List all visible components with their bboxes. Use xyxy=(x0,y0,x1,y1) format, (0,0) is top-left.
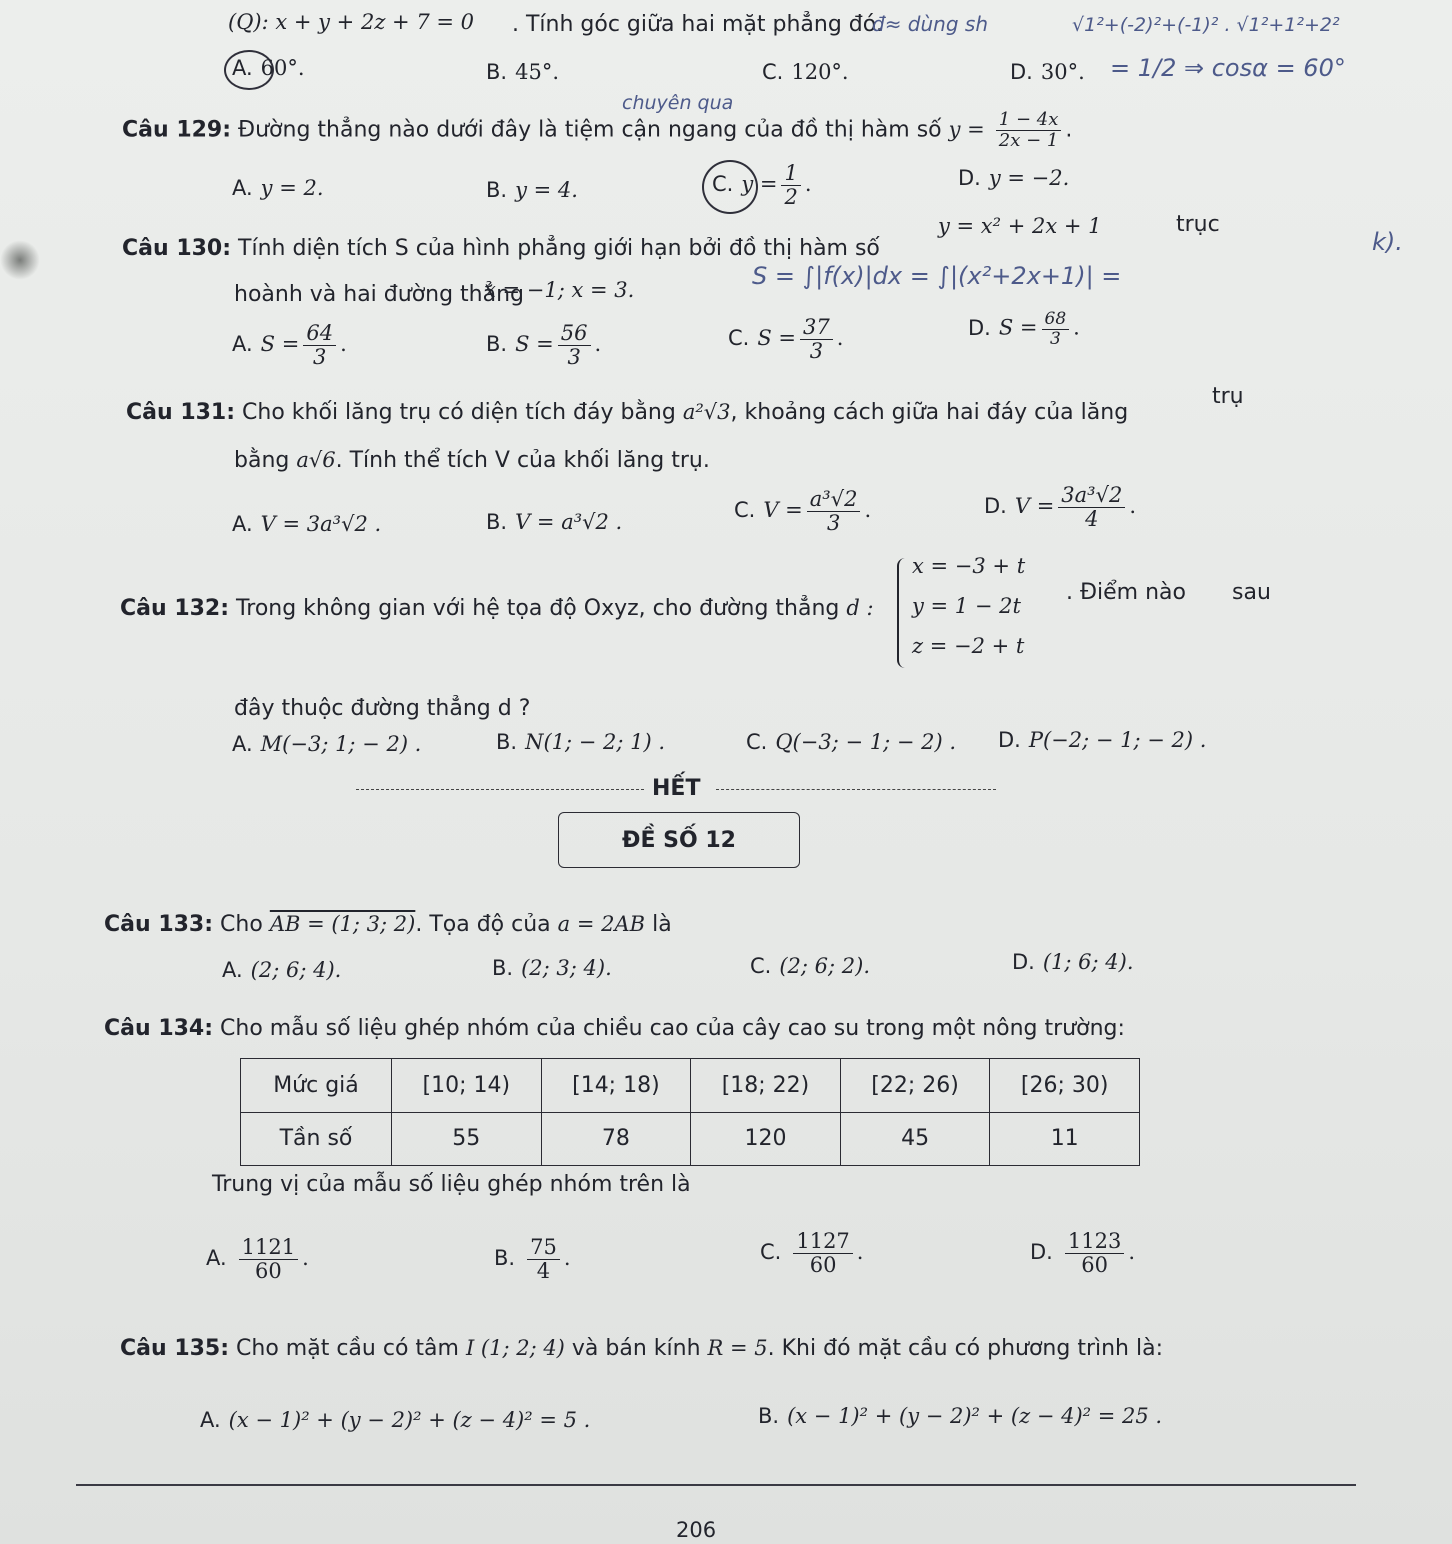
handwriting-q129: chuyên qua xyxy=(622,92,734,114)
het-label: HẾT xyxy=(652,776,701,801)
q133-option-a: A. (2; 6; 4). xyxy=(222,958,342,982)
q130-option-c: C. S = $\frac{37}{3}$ . xyxy=(728,315,844,364)
table-cell: 120 xyxy=(691,1112,841,1166)
table-cell: [18; 22) xyxy=(691,1059,841,1113)
table-cell: 11 xyxy=(990,1112,1140,1166)
handwriting-integral: S = ∫|f(x)|dx = ∫|(x²+2x+1)| = xyxy=(752,262,1122,290)
q131-option-d: D. V = $\frac{\text{3a³√2}}{4}$ . xyxy=(984,483,1137,532)
top-question-text: . Tính góc giữa hai mặt phẳng đó. xyxy=(512,12,883,37)
table-cell: 78 xyxy=(541,1112,691,1166)
q132-text-end: sau xyxy=(1232,580,1271,605)
table-header-groups: Mức giá xyxy=(241,1059,392,1113)
handwriting-answer: = 1/2 ⇒ cosα = 60° xyxy=(1110,54,1346,82)
q131-option-b: B. V = a³√2 . xyxy=(486,510,623,534)
q129-option-d: D. y = −2. xyxy=(958,166,1070,190)
q132-option-c: C. Q(−3; − 1; − 2) . xyxy=(746,730,957,754)
top-option-c: C. 120°. xyxy=(762,60,849,84)
q132-eq-y: y = 1 − 2t xyxy=(912,594,1021,618)
page-number: 206 xyxy=(676,1518,717,1542)
top-option-b: B. 45°. xyxy=(486,60,559,84)
q134-option-b: B. $\frac{75}{4}$ . xyxy=(494,1235,571,1284)
q131-option-c: C. V = $\frac{\text{a³√2}}{3}$ . xyxy=(734,487,872,536)
q134-text: Câu 134: Cho mẫu số liệu ghép nhóm của chiều cao của cây cao su trong một nông trường: xyxy=(104,1016,1125,1041)
exam-number-label: ĐỀ SỐ 12 xyxy=(622,827,736,853)
q130-option-d: D. S = $\frac{68}{3}$ . xyxy=(968,309,1080,349)
handwriting-k: k). xyxy=(1372,228,1403,256)
q130-text-line1: Câu 130: Tính diện tích S của hình phẳng giới hạn bởi đồ thị hàm số xyxy=(122,236,880,261)
plane-q-equation: (Q): x + y + 2z + 7 = 0 xyxy=(228,10,474,34)
q134-option-a: A. $\frac{1121}{60}$ . xyxy=(206,1235,309,1284)
q134-option-c: C. $\frac{1127}{60}$ . xyxy=(760,1229,864,1278)
q134-question: Trung vị của mẫu số liệu ghép nhóm trên là xyxy=(212,1172,691,1197)
q130-function: y = x² + 2x + 1 xyxy=(938,214,1102,238)
het-divider-right xyxy=(716,789,996,790)
q130-lines: x = −1; x = 3. xyxy=(484,278,635,302)
q134-option-d: D. $\frac{1123}{60}$ . xyxy=(1030,1229,1135,1278)
q131-text-line1: Câu 131: Cho khối lăng trụ có diện tích đáy bằng a²√3, khoảng cách giữa hai đáy của lăng xyxy=(126,400,1129,425)
table-cell: 45 xyxy=(840,1112,990,1166)
q135-option-a: A. (x − 1)² + (y − 2)² + (z − 4)² = 5 . xyxy=(200,1408,591,1432)
q130-text-line2: hoành và hai đường thẳng xyxy=(234,282,525,307)
q133-option-b: B. (2; 3; 4). xyxy=(492,956,612,980)
q129-option-b: B. y = 4. xyxy=(486,178,578,202)
table-cell: [10; 14) xyxy=(392,1059,542,1113)
q132-option-b: B. N(1; − 2; 1) . xyxy=(496,730,666,754)
q131-option-a: A. V = 3a³√2 . xyxy=(232,512,382,536)
q133-option-d: D. (1; 6; 4). xyxy=(1012,950,1134,974)
q133-option-c: C. (2; 6; 2). xyxy=(750,954,870,978)
q130-text-end: trục xyxy=(1176,212,1220,237)
het-divider-left xyxy=(356,789,644,790)
top-option-d: D. 30°. xyxy=(1010,60,1085,84)
table-cell: [26; 30) xyxy=(990,1059,1140,1113)
handwriting-formula: √1²+(-2)²+(-1)² . √1²+1²+2² xyxy=(1072,14,1340,36)
q131-text-line2: bằng a√6. Tính thể tích V của khối lăng trụ. xyxy=(234,448,710,473)
q129-option-a: A. y = 2. xyxy=(232,176,324,200)
q129-option-c: C. y = $\frac{1}{2}$ . xyxy=(712,161,812,210)
q132-text-line2: đây thuộc đường thẳng d ? xyxy=(234,696,531,721)
system-brace xyxy=(897,558,909,668)
table-cell: [22; 26) xyxy=(840,1059,990,1113)
page-shadow xyxy=(0,240,40,280)
q133-text: Câu 133: Cho AB = (1; 3; 2). Tọa độ của a = 2AB là xyxy=(104,912,672,937)
q132-option-d: D. P(−2; − 1; − 2) . xyxy=(998,728,1207,752)
exam-number-box xyxy=(558,812,800,868)
q132-eq-x: x = −3 + t xyxy=(912,554,1026,578)
q132-text-line1: Câu 132: Trong không gian với hệ tọa độ Oxyz, cho đường thẳng d : xyxy=(120,596,874,621)
top-option-a: A. 60°. xyxy=(232,56,305,80)
footer-rule xyxy=(76,1484,1356,1486)
grouped-data-table xyxy=(240,1058,1140,1166)
q130-option-b: B. S = $\frac{56}{3}$ . xyxy=(486,321,602,370)
q129-text: Câu 129: Đường thẳng nào dưới đây là tiệm cận ngang của đồ thị hàm số y = $\frac{1 - 4x}{2x - 1}$ . xyxy=(122,109,1073,151)
q131-text-end: trụ xyxy=(1212,384,1244,409)
table-row-groups xyxy=(241,1059,1140,1113)
table-cell: 55 xyxy=(392,1112,542,1166)
q132-eq-z: z = −2 + t xyxy=(912,634,1025,658)
q130-option-a: A. S = $\frac{64}{3}$ . xyxy=(232,321,347,370)
q135-option-b: B. (x − 1)² + (y − 2)² + (z − 4)² = 25 . xyxy=(758,1404,1163,1428)
table-header-freqs: Tần số xyxy=(241,1112,392,1166)
handwriting-note: đ≈ dùng sh xyxy=(872,12,989,36)
table-cell: [14; 18) xyxy=(541,1059,691,1113)
q135-text: Câu 135: Cho mặt cầu có tâm I (1; 2; 4) và bán kính R = 5. Khi đó mặt cầu có phương trình là: xyxy=(120,1336,1163,1361)
q132-option-a: A. M(−3; 1; − 2) . xyxy=(232,732,422,756)
table-row-freqs xyxy=(241,1112,1140,1166)
q132-text-mid: . Điểm nào xyxy=(1066,580,1186,605)
